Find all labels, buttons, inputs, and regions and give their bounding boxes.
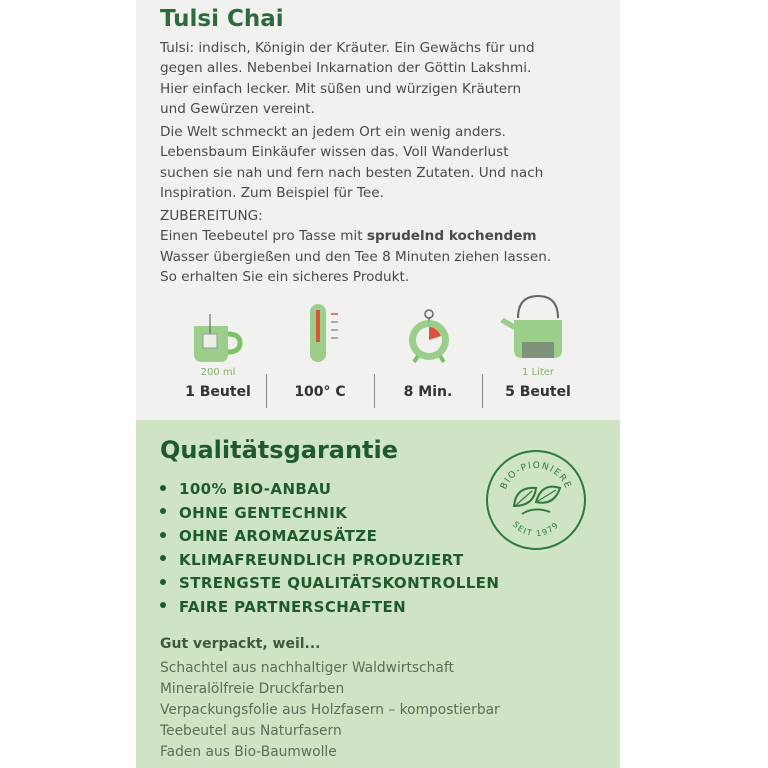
quality-item	[160, 551, 499, 575]
stat-divider	[266, 374, 267, 408]
bullet-icon	[160, 508, 166, 514]
bullet-icon	[160, 602, 166, 608]
stat-amount: 5 Beutel	[505, 384, 571, 400]
packaging-item: Verpackungsfolie aus Holzfasern – kompostierbar	[160, 702, 500, 718]
quality-item-label: OHNE GENTECHNIK	[179, 503, 348, 522]
stat-volume	[380, 366, 476, 380]
quality-item-label: OHNE AROMAZUSÄTZE	[179, 527, 378, 546]
stat-temperature	[272, 366, 368, 400]
packaging-item: Teebeutel aus Naturfasern	[160, 723, 342, 739]
preparation-line: So erhalten Sie ein sicheres Produkt.	[160, 268, 410, 285]
stat-divider	[374, 374, 375, 408]
intro-line: gegen alles. Nebenbei Inkarnation der Göttin Lakshmi.	[160, 60, 532, 77]
stat-volume	[272, 366, 368, 380]
mug-teabag-icon	[188, 310, 246, 366]
world-line: Inspiration. Zum Beispiel für Tee.	[160, 184, 384, 201]
product-title: Tulsi Chai	[160, 6, 284, 32]
intro-line: und Gewürzen vereint.	[160, 100, 315, 117]
intro-line: Hier einfach lecker. Mit süßen und würzigen Kräutern	[160, 80, 522, 97]
thermometer-icon	[300, 302, 348, 366]
tea-box-panel	[136, 0, 620, 768]
stat-cup	[170, 366, 266, 400]
packaging-item: Mineralölfreie Druckfarben	[160, 681, 345, 697]
quality-item-label: STRENGSTE QUALITÄTSKONTROLLEN	[179, 574, 500, 593]
bullet-icon	[160, 485, 166, 491]
preparation-line	[160, 226, 610, 246]
preparation-heading: ZUBEREITUNG:	[160, 208, 263, 224]
packaging-list	[160, 658, 500, 763]
preparation-line: Wasser übergießen und den Tee 8 Minuten ziehen lassen.	[160, 248, 552, 265]
intro-line: Tulsi: indisch, Königin der Kräuter. Ein Gewächs für und	[160, 40, 535, 56]
world-line: Die Welt schmeckt an jedem Ort ein wenig anders.	[160, 124, 506, 140]
bullet-icon	[160, 555, 166, 561]
stat-amount: 8 Min.	[403, 384, 453, 400]
packaging-item: Schachtel aus nachhaltiger Waldwirtschaft	[160, 660, 454, 676]
packaging-item: Faden aus Bio-Baumwolle	[160, 744, 337, 760]
stat-amount: 1 Beutel	[185, 384, 251, 400]
description-section	[136, 0, 620, 420]
quality-item-label: FAIRE PARTNERSCHAFTEN	[179, 597, 407, 616]
world-line: suchen sie nah und fern nach besten Zutaten. Und nach	[160, 164, 544, 181]
quality-list	[160, 480, 499, 622]
preparation-paragraph	[160, 206, 610, 287]
quality-item	[160, 504, 499, 528]
world-line: Lebensbaum Einkäufer wissen das. Voll Wanderlust	[160, 144, 509, 161]
stat-volume: 1 Liter	[521, 367, 555, 378]
preparation-emphasis: sprudelnd kochendem	[366, 228, 537, 245]
quality-title: Qualitätsgarantie	[160, 436, 399, 464]
teapot-icon	[496, 288, 572, 364]
bullet-icon	[160, 579, 166, 585]
bullet-icon	[160, 532, 166, 538]
world-paragraph	[160, 122, 610, 203]
timer-icon	[402, 306, 456, 366]
preparation-text: Einen Teebeutel pro Tasse mit	[160, 228, 367, 245]
stat-volume: 200 ml	[200, 367, 236, 378]
quality-item-label: 100% BIO-ANBAU	[179, 480, 332, 498]
stat-amount: 100° C	[294, 384, 346, 400]
bio-pioniere-badge	[484, 448, 588, 552]
badge-bottom-text: SEIT 1979	[510, 519, 562, 539]
badge-top-text: BIO-PIONIERE	[499, 460, 573, 492]
stat-pot	[490, 366, 586, 400]
quality-item	[160, 480, 499, 504]
intro-paragraph	[160, 38, 610, 119]
quality-item	[160, 598, 499, 622]
quality-item	[160, 527, 499, 551]
stat-time	[380, 366, 476, 400]
stat-divider	[482, 374, 483, 408]
packaging-title: Gut verpackt, weil...	[160, 636, 321, 652]
quality-item	[160, 574, 499, 598]
quality-item-label: KLIMAFREUNDLICH PRODUZIERT	[179, 550, 464, 569]
leaves-icon	[514, 487, 560, 514]
